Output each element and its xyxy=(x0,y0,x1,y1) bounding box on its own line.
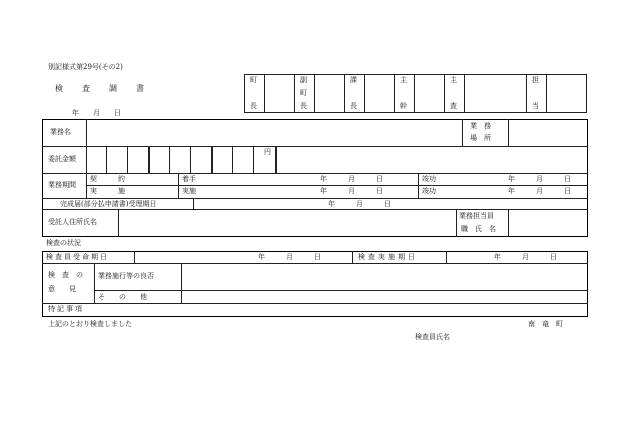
approval-col-vice-head-3: 長 xyxy=(300,102,307,110)
contract-start-date: 年 月 日 xyxy=(320,175,383,183)
business-place-label-2: 場 所 xyxy=(470,134,491,142)
approval-col-inspector-3: 査 xyxy=(450,102,457,110)
title-date-line: 年 月 日 xyxy=(72,109,121,117)
approval-col-staff-3: 当 xyxy=(532,102,539,110)
other-label: そ の 他 xyxy=(98,293,147,301)
completion-notice-date: 年 月 日 xyxy=(328,200,391,208)
contract-amount-label: 委託金額 xyxy=(48,155,76,163)
actual-start-label: 実施 xyxy=(182,187,196,195)
actual-start-date: 年 月 日 xyxy=(320,187,383,195)
yen-unit: 円 xyxy=(264,148,271,156)
period-actual-label: 実 施 xyxy=(90,187,125,195)
actual-completion-label: 竣功 xyxy=(422,187,436,195)
approval-col-staff-1: 担 xyxy=(532,76,539,84)
contract-completion-date: 年 月 日 xyxy=(508,175,571,183)
approval-col-town-head-3: 長 xyxy=(250,102,257,110)
inspection-status-heading: 検査の状況 xyxy=(46,239,81,247)
footer-statement: 上記のとおり検査しました xyxy=(48,320,132,328)
contractor-label: 受託人住所氏名 xyxy=(48,218,97,226)
form-title: 検 査 調 書 xyxy=(55,84,145,93)
approval-col-vice-head-2: 町 xyxy=(300,89,307,97)
approval-col-chief-3: 幹 xyxy=(400,102,407,110)
approval-col-section-chief-3: 長 xyxy=(350,102,357,110)
actual-completion-date: 年 月 日 xyxy=(508,187,571,195)
inspector-receipt-date: 年 月 日 xyxy=(258,253,321,261)
period-contract-label: 契 約 xyxy=(90,175,125,183)
officer-label-2: 職 氏 名 xyxy=(461,225,496,233)
inspection-date-value: 年 月 日 xyxy=(494,253,557,261)
approval-col-inspector-1: 主 xyxy=(450,76,457,84)
town-name: 南 竜 町 xyxy=(528,320,563,328)
inspector-name-label: 検査員氏名 xyxy=(415,333,450,341)
business-place-label-1: 業 務 xyxy=(470,122,491,130)
approval-col-vice-head-1: 副 xyxy=(300,76,307,84)
form-number: 別記様式第29号(その2) xyxy=(48,63,123,71)
approval-col-chief-1: 主 xyxy=(400,76,407,84)
completion-notice-label: 完成届(部分払申請書)受理期日 xyxy=(60,200,157,208)
opinion-label-1: 検 査 の xyxy=(48,271,83,279)
period-label: 業務期間 xyxy=(48,181,76,189)
business-name-label: 業務名 xyxy=(50,128,71,136)
contract-completion-label: 竣功 xyxy=(422,175,436,183)
opinion-label-2: 意 見 xyxy=(48,285,76,293)
approval-col-town-head-1: 町 xyxy=(250,76,257,84)
inspection-date-label: 検査実施期日 xyxy=(358,253,418,261)
officer-label-1: 業務担当員 xyxy=(459,212,494,220)
approval-col-section-chief-1: 課 xyxy=(350,76,357,84)
quality-label: 業務施行等の良否 xyxy=(98,272,154,280)
inspector-receipt-label: 検査員受命期日 xyxy=(46,253,109,261)
special-notes-label: 特記事項 xyxy=(48,305,84,313)
contract-start-label: 着手 xyxy=(182,175,196,183)
